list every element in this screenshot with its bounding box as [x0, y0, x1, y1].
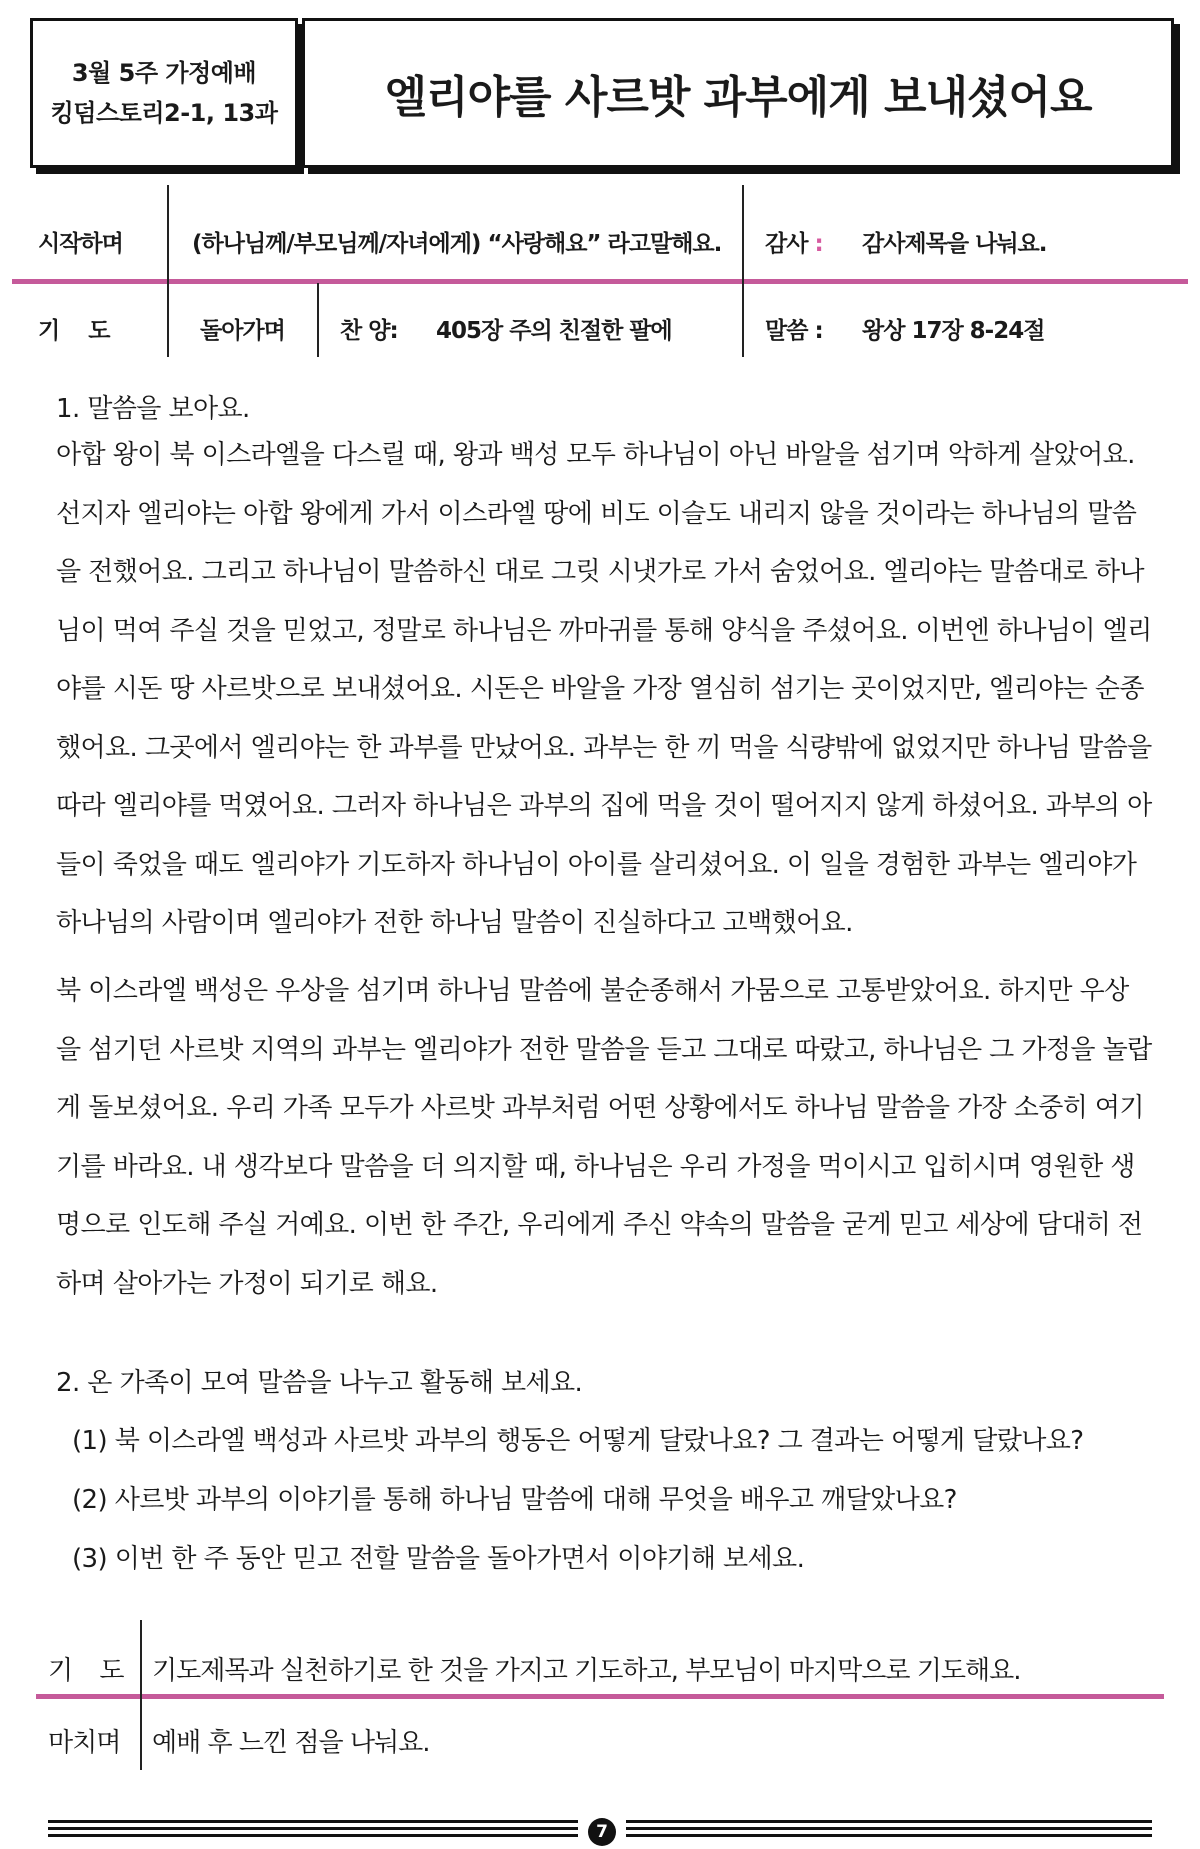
closing-prayer-label: 기 도 [48, 1656, 124, 1686]
text-line: 따라 엘리야를 먹였어요. 그러자 하나님은 과부의 집에 먹을 것이 떨어지지 않게 하셨어요. 과부의 아 [56, 791, 1152, 821]
closing-end-text: 예배 후 느낀 점을 나눠요. [152, 1728, 430, 1758]
section1-paragraph-1 [56, 426, 1156, 953]
closing-prayer-text: 기도제목과 실천하기로 한 것을 가지고 기도하고, 부모님이 마지막으로 기도해요. [152, 1656, 1021, 1686]
closing-divider [36, 1694, 1164, 1699]
section2-heading: 2. 온 가족이 모여 말씀을 나누고 활동해 보세요. [56, 1368, 583, 1398]
info-divider [12, 279, 1188, 284]
text-line: 기를 바라요. 내 생각보다 말씀을 더 의지할 때, 하나님은 우리 가정을 먹이시고 입히시며 영원한 생 [56, 1151, 1135, 1182]
text-line: 북 이스라엘 백성은 우상을 섬기며 하나님 말씀에 불순종해서 가뭄으로 고통받았어요. 하지만 우상 [56, 976, 1129, 1006]
section1-heading: 1. 말씀을 보아요. [56, 394, 250, 424]
closing-end-label: 마치며 [48, 1728, 121, 1758]
footer-line [626, 1834, 1152, 1837]
prayer-label: 기 도 [38, 318, 110, 344]
footer-line [48, 1820, 578, 1823]
start-text: (하나님께/부모님께/자녀에게) “사랑해요” 라고말해요. [192, 231, 722, 257]
thanks-label: 감사 : [765, 231, 823, 257]
text-line: 했어요. 그곳에서 엘리야는 한 과부를 만났어요. 과부는 한 끼 먹을 식량밖에 없었지만 하나님 말씀을 [56, 732, 1152, 763]
footer-line [626, 1827, 1152, 1830]
word-label: 말씀 : [765, 318, 823, 344]
header-lesson-label: 킹덤스토리2-1, 13과 [50, 99, 278, 127]
question-3: (3) 이번 한 주 동안 믿고 전할 말씀을 돌아가면서 이야기해 보세요. [72, 1544, 805, 1574]
header-title-box [302, 18, 1174, 168]
col-divider-3 [742, 185, 744, 357]
text-line: 명으로 인도해 주실 거예요. 이번 한 주간, 우리에게 주신 약속의 말씀을 굳게 믿고 세상에 담대히 전 [56, 1210, 1143, 1240]
text-line: 을 전했어요. 그리고 하나님이 말씀하신 대로 그릿 시냇가로 가서 숨었어요. 엘리야는 말씀대로 하나 [56, 557, 1144, 587]
hymn-text: 405장 주의 친절한 팔에 [436, 318, 672, 344]
text-line: 하며 살아가는 가정이 되기로 해요. [56, 1268, 438, 1299]
footer-line [48, 1827, 578, 1830]
text-line: 을 섬기던 사르밧 지역의 과부는 엘리야가 전한 말씀을 듣고 그대로 따랐고, 하나님은 그 가정을 놀랍 [56, 1034, 1152, 1065]
prayer-text: 돌아가며 [200, 318, 285, 344]
thanks-text: 감사제목을 나눠요. [862, 231, 1047, 257]
text-line: 들이 죽었을 때도 엘리야가 기도하자 하나님이 아이를 살리셨어요. 이 일을 경험한 과부는 엘리야가 [56, 849, 1137, 880]
text-line: 아합 왕이 북 이스라엘을 다스릴 때, 왕과 백성 모두 하나님이 아닌 바알을 섬기며 악하게 살았어요. [56, 440, 1135, 470]
text-line: 선지자 엘리야는 아합 왕에게 가서 이스라엘 땅에 비도 이슬도 내리지 않을 것이라는 하나님의 말씀 [56, 498, 1137, 529]
footer-line [626, 1820, 1152, 1823]
question-2: (2) 사르밧 과부의 이야기를 통해 하나님 말씀에 대해 무엇을 배우고 깨달았나요? [72, 1485, 957, 1515]
section1-paragraph-2 [56, 962, 1156, 1313]
start-label: 시작하며 [38, 231, 123, 257]
word-text: 왕상 17장 8-24절 [862, 318, 1045, 344]
question-1: (1) 북 이스라엘 백성과 사르밧 과부의 행동은 어떻게 달랐나요? 그 결과는 어떻게 달랐나요? [72, 1426, 1084, 1456]
hymn-label: 찬 양: [340, 318, 398, 344]
text-line: 님이 먹여 주실 것을 믿었고, 정말로 하나님은 까마귀를 통해 양식을 주셨어요. 이번엔 하나님이 엘리 [56, 615, 1152, 646]
text-line: 야를 시돈 땅 사르밧으로 보내셨어요. 시돈은 바알을 가장 열심히 섬기는 곳이었지만, 엘리야는 순종 [56, 674, 1144, 704]
col-divider-1 [167, 185, 169, 357]
header-info-box [30, 18, 298, 168]
page-title: 엘리야를 사르밧 과부에게 보내셨어요 [384, 72, 1092, 123]
text-line: 하나님의 사람이며 엘리야가 전한 하나님 말씀이 진실하다고 고백했어요. [56, 908, 853, 938]
closing-col-divider [140, 1620, 142, 1770]
col-divider-2 [317, 283, 319, 357]
text-line: 게 돌보셨어요. 우리 가족 모두가 사르밧 과부처럼 어떤 상황에서도 하나님 말씀을 가장 소중히 여기 [56, 1093, 1144, 1123]
page-number: 7 [588, 1818, 616, 1846]
header-week-label: 3월 5주 가정예배 [71, 59, 257, 87]
footer-line [48, 1834, 578, 1837]
